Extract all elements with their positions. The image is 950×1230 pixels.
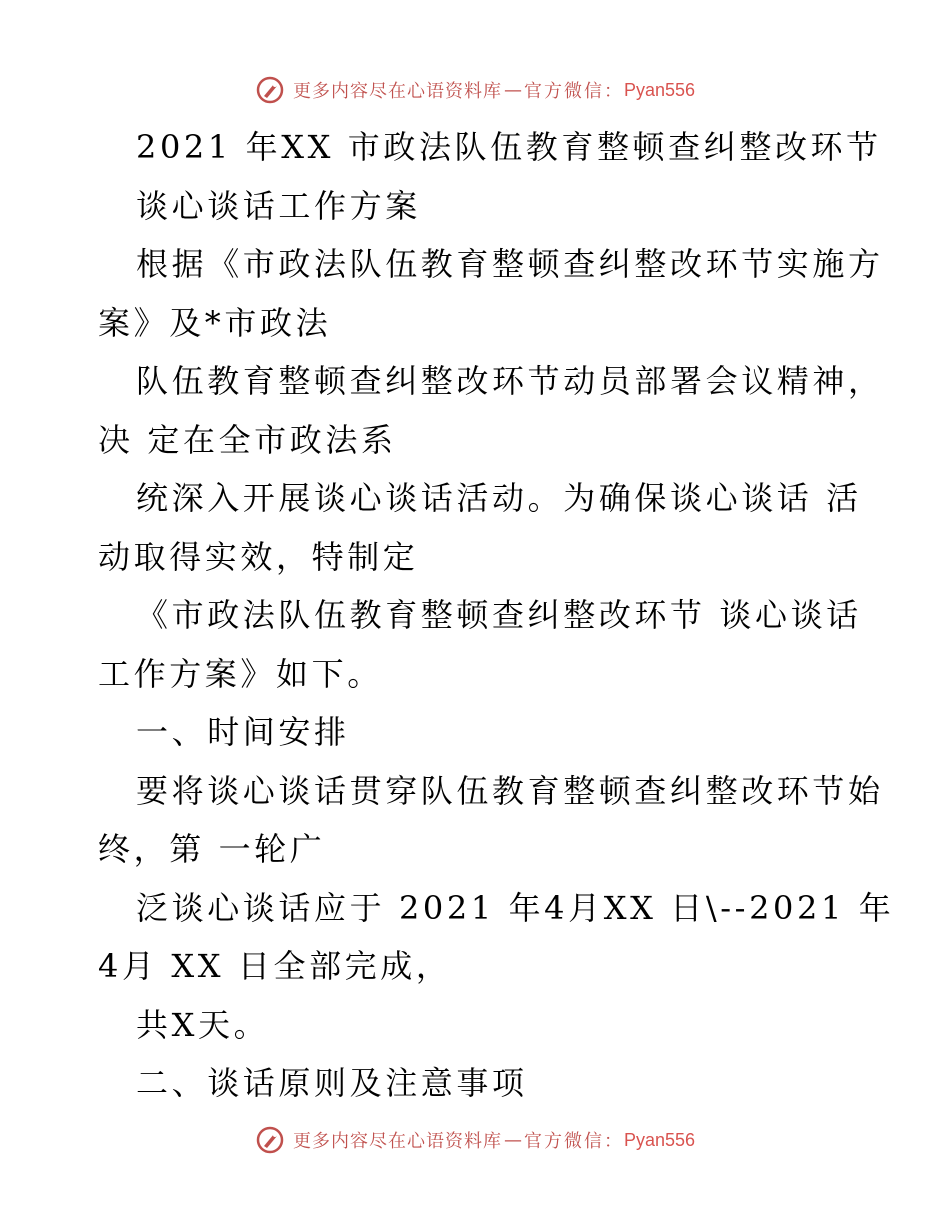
body-line: 统深入开展谈心谈话活动。为确保谈心谈话 活 bbox=[136, 479, 862, 517]
body-line: 队伍教育整顿查纠整改环节动员部署会议精神， bbox=[136, 362, 884, 400]
pen-logo-icon bbox=[255, 1125, 285, 1155]
watermark-header bbox=[0, 70, 950, 110]
body-line: 泛谈心谈话应于 2021 年4月XX 日\--2021 年 bbox=[136, 888, 895, 927]
body-line: 4月 XX 日全部完成， bbox=[98, 947, 452, 985]
watermark-site-text: 更多内容尽在心语资料库 bbox=[292, 1131, 502, 1152]
body-line: 动取得实效，特制定 bbox=[98, 537, 419, 576]
title-line-2: 谈心谈话工作方案 bbox=[136, 186, 421, 225]
section-heading-2: 二、谈话原则及注意事项 bbox=[136, 1064, 528, 1102]
body-line: 终，第 一轮广 bbox=[98, 830, 326, 868]
section-heading-1: 一、时间安排 bbox=[136, 713, 350, 751]
document-body bbox=[98, 118, 895, 1113]
body-line: 《市政法队伍教育整顿查纠整改环节 谈心谈话 bbox=[136, 596, 862, 634]
body-line: 根据《市政法队伍教育整顿查纠整改环节实施方 bbox=[136, 245, 884, 283]
watermark-footer bbox=[0, 1120, 950, 1160]
watermark-label: 官方微信： bbox=[523, 1131, 624, 1152]
watermark-wechat-id: Pyan556 bbox=[623, 79, 696, 100]
body-line: 共X天。 bbox=[136, 1005, 270, 1044]
watermark-wechat-id: Pyan556 bbox=[623, 1129, 696, 1150]
body-line: 要将谈心谈话贯穿队伍教育整顿查纠整改环节始 bbox=[136, 771, 884, 810]
title-line-1: 2021 年XX 市政法队伍教育整顿查纠整改环节 bbox=[136, 128, 882, 166]
body-line: 决 定在全市政法系 bbox=[98, 420, 397, 459]
pen-logo-icon bbox=[255, 75, 285, 105]
body-line: 工作方案》如下。 bbox=[98, 654, 383, 693]
body-line: 案》及*市政法 bbox=[98, 303, 332, 342]
watermark-separator: — bbox=[503, 1129, 522, 1151]
watermark-label: 官方微信： bbox=[523, 81, 624, 102]
watermark-separator: — bbox=[503, 79, 522, 101]
watermark-site-text: 更多内容尽在心语资料库 bbox=[292, 81, 502, 102]
